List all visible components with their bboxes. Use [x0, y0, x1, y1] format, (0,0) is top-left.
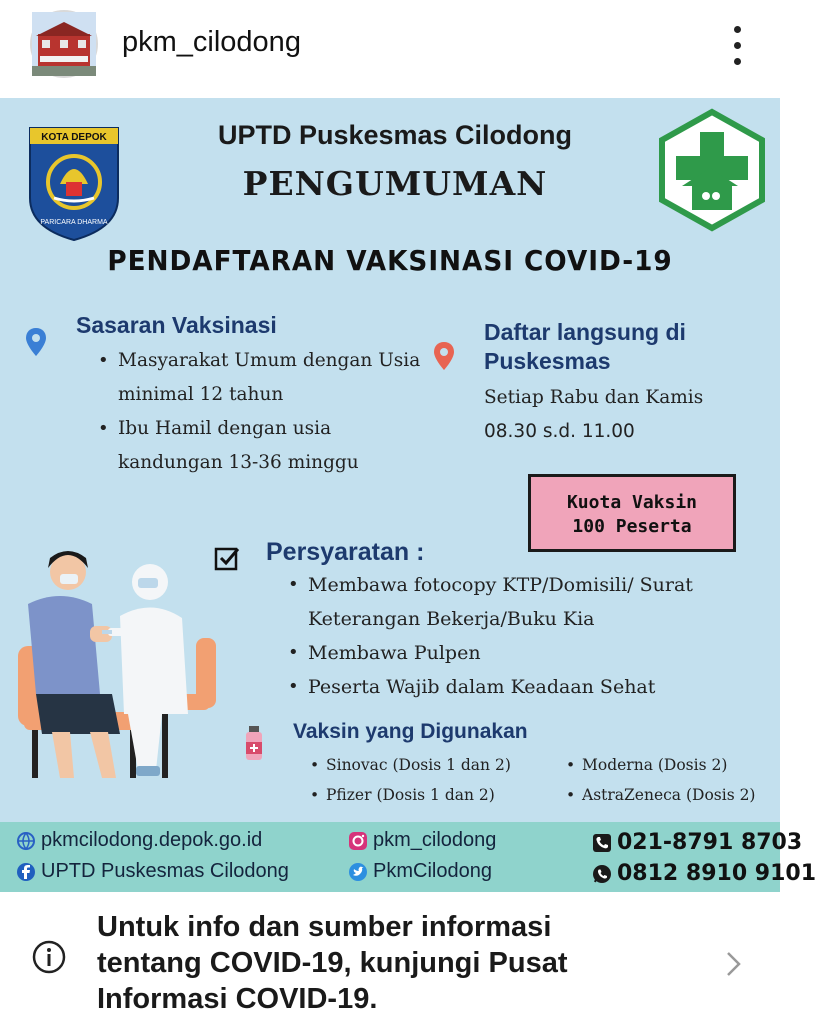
registration-schedule	[484, 381, 703, 449]
globe-icon	[16, 831, 36, 851]
location-pin-icon	[26, 328, 46, 356]
quota-line-1: Kuota Vaksin	[566, 492, 698, 513]
main-headline: PENDAFTARAN VAKSINASI COVID-19	[107, 244, 673, 277]
contact-phone	[592, 830, 802, 855]
contact-twitter	[348, 860, 492, 883]
requirements-title: Persyaratan :	[266, 538, 425, 566]
twitter-text: PkmCilodong	[373, 860, 492, 882]
website-text: pkmcilodong.depok.go.id	[41, 829, 263, 851]
list-item: • Membawa Pulpen	[286, 636, 780, 670]
contact-facebook	[16, 860, 289, 883]
instagram-text: pkm_cilodong	[373, 829, 497, 851]
list-item: • AstraZeneca (Dosis 2)	[564, 786, 755, 804]
quota-line-2: 100 Peserta	[572, 516, 692, 537]
list-item: • Ibu Hamil dengan usia kandungan 13-36 minggu	[96, 412, 426, 480]
target-title: Sasaran Vaksinasi	[76, 312, 277, 338]
chevron-right-icon[interactable]	[724, 950, 744, 978]
vaccine-vial-icon	[244, 726, 264, 762]
registration-days: Setiap Rabu dan Kamis	[484, 387, 704, 408]
contact-website	[16, 829, 262, 852]
info-icon	[32, 940, 66, 974]
list-item: • Sinovac (Dosis 1 dan 2)	[308, 756, 511, 774]
twitter-icon	[348, 862, 368, 882]
more-vertical-icon[interactable]	[724, 24, 752, 68]
facebook-icon	[16, 862, 36, 882]
instagram-icon	[348, 831, 368, 851]
facebook-text: UPTD Puskesmas Cilodong	[41, 860, 289, 882]
whatsapp-text: 0812 8910 9101	[617, 861, 816, 886]
contact-whatsapp	[592, 861, 816, 886]
quota-badge	[528, 474, 736, 552]
username[interactable]: pkm_cilodong	[122, 26, 301, 58]
vaccination-illustration	[12, 544, 222, 784]
phone-icon	[592, 833, 612, 853]
phone-text: 021-8791 8703	[617, 830, 803, 855]
puskesmas-logo-icon	[656, 108, 768, 232]
location-pin-icon	[434, 342, 454, 370]
post-header	[0, 0, 780, 98]
list-item: • Membawa fotocopy KTP/Domisili/ Surat Keterangan Bekerja/Buku Kia	[286, 568, 780, 636]
contact-bar	[0, 822, 816, 892]
covid-info-text[interactable]: Untuk info dan sumber informasi tentang COVID-19, kunjungi Pusat Informasi COVID-19.	[97, 911, 568, 1015]
list-item: • Peserta Wajib dalam Keadaan Sehat	[286, 670, 780, 704]
emblem-bottom-text: PARICARA DHARMA	[40, 219, 108, 226]
kota-depok-emblem	[24, 124, 124, 242]
vaccines-title: Vaksin yang Digunakan	[293, 720, 528, 743]
registration-title: Daftar langsung di Puskesmas	[484, 319, 686, 374]
list-item: • Pfizer (Dosis 1 dan 2)	[308, 786, 495, 804]
registration-hours: 08.30 s.d. 11.00	[484, 421, 635, 442]
covid-info-banner[interactable]	[0, 892, 780, 1035]
requirements-list	[286, 568, 780, 704]
avatar[interactable]	[30, 10, 98, 78]
contact-instagram	[348, 829, 496, 852]
target-list	[96, 344, 426, 480]
checkbox-icon	[214, 545, 240, 571]
announcement-heading: PENGUMUMAN	[242, 164, 548, 203]
organization-name: UPTD Puskesmas Cilodong	[217, 120, 573, 150]
list-item: • Moderna (Dosis 2)	[564, 756, 727, 774]
post-image	[0, 98, 816, 892]
whatsapp-icon	[592, 864, 612, 884]
emblem-top-text: KOTA DEPOK	[41, 132, 107, 143]
building-photo-icon	[32, 12, 96, 76]
list-item: • Masyarakat Umum dengan Usia minimal 12 tahun	[96, 344, 426, 412]
